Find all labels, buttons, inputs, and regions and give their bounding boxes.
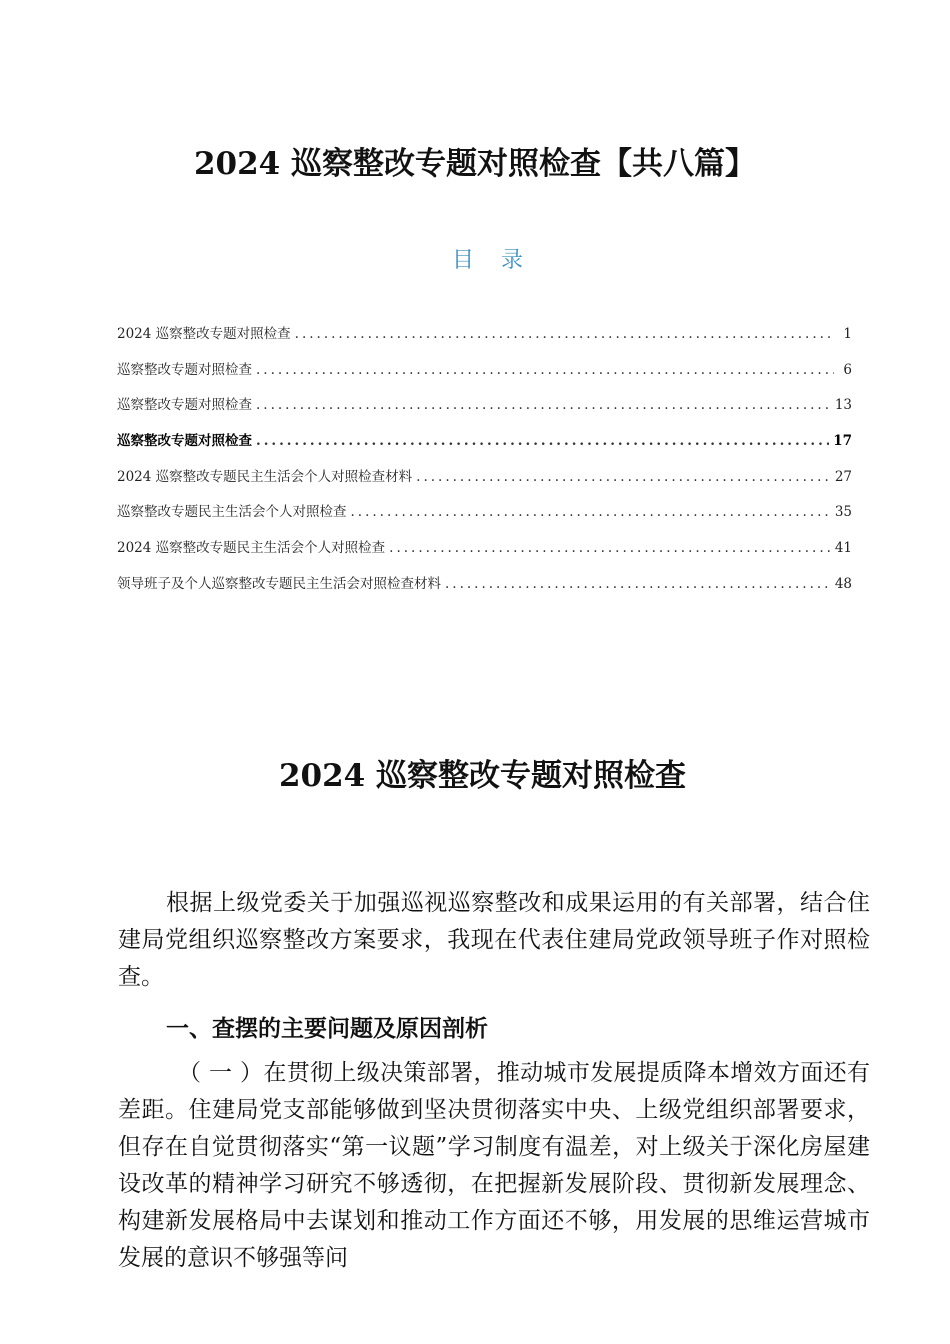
toc-entry-page-number: 35 (834, 504, 852, 521)
table-of-contents (117, 322, 852, 608)
toc-leader-dots (416, 469, 831, 485)
toc-leader-dots (389, 540, 831, 556)
toc-entry-title: 2024 巡察整改专题对照检查 (117, 326, 291, 342)
toc-leader-dots (351, 504, 831, 520)
toc-leader-dots (445, 576, 831, 592)
toc-entry-title: 巡察整改专题对照检查 (117, 361, 252, 378)
section-title: 2024 巡察整改专题对照检查 (278, 758, 687, 794)
toc-entry-page-number: 13 (834, 397, 852, 414)
heading-main-problems: 一、查摆的主要问题及原因剖析 (166, 1015, 488, 1042)
paragraph-problem-1: （ 一 ）在贯彻上级决策部署，推动城市发展提质降本增效方面还有差距。住建局党支部能够做到坚决贯彻落实中央、上级党组织部署要求，但存在自觉贯彻落实“第一议题”学习制度有温差，对上级关于深化房屋建设改革的精神学习研究不够透彻，在把握新发展阶段、贯彻新发展理念、构建新发展格局中去谋划和推动工作方面还不够，用发展的思维运营城市发展的意识不够强等问 (118, 1060, 870, 1271)
toc-leader-dots (295, 326, 834, 342)
toc-entry[interactable] (117, 429, 852, 465)
toc-entry[interactable] (117, 572, 852, 608)
toc-heading: 目 录 (452, 248, 533, 273)
toc-entry-page-number: 17 (833, 433, 852, 450)
toc-entry-page-number: 48 (834, 575, 852, 592)
toc-entry-page-number: 27 (834, 468, 852, 485)
toc-entry[interactable] (117, 393, 852, 429)
toc-entry-title: 巡察整改专题对照检查 (117, 397, 252, 414)
toc-entry-page-number: 1 (843, 326, 852, 342)
toc-leader-dots (256, 397, 831, 413)
toc-leader-dots (256, 362, 834, 378)
toc-leader-dots (256, 433, 829, 449)
toc-entry-title: 2024 巡察整改专题民主生活会个人对照检查材料 (117, 468, 413, 485)
toc-entry-title: 巡察整改专题对照检查 (117, 433, 252, 450)
toc-entry-page-number: 6 (843, 361, 852, 378)
toc-entry-page-number: 41 (834, 540, 852, 557)
toc-entry[interactable] (117, 358, 852, 394)
toc-entry[interactable] (117, 322, 852, 358)
toc-entry[interactable] (117, 500, 852, 536)
toc-entry-title: 领导班子及个人巡察整改专题民主生活会对照检查材料 (117, 575, 441, 592)
toc-entry[interactable] (117, 536, 852, 572)
toc-entry[interactable] (117, 465, 852, 501)
toc-entry-title: 巡察整改专题民主生活会个人对照检查 (117, 504, 347, 521)
paragraph-intro: 根据上级党委关于加强巡视巡察整改和成果运用的有关部署，结合住建局党组织巡察整改方案要求，我现在代表住建局党政领导班子作对照检查。 (118, 890, 870, 990)
toc-entry-title: 2024 巡察整改专题民主生活会个人对照检查 (117, 540, 386, 557)
document-title: 2024 巡察整改专题对照检查【共八篇】 (193, 146, 757, 182)
